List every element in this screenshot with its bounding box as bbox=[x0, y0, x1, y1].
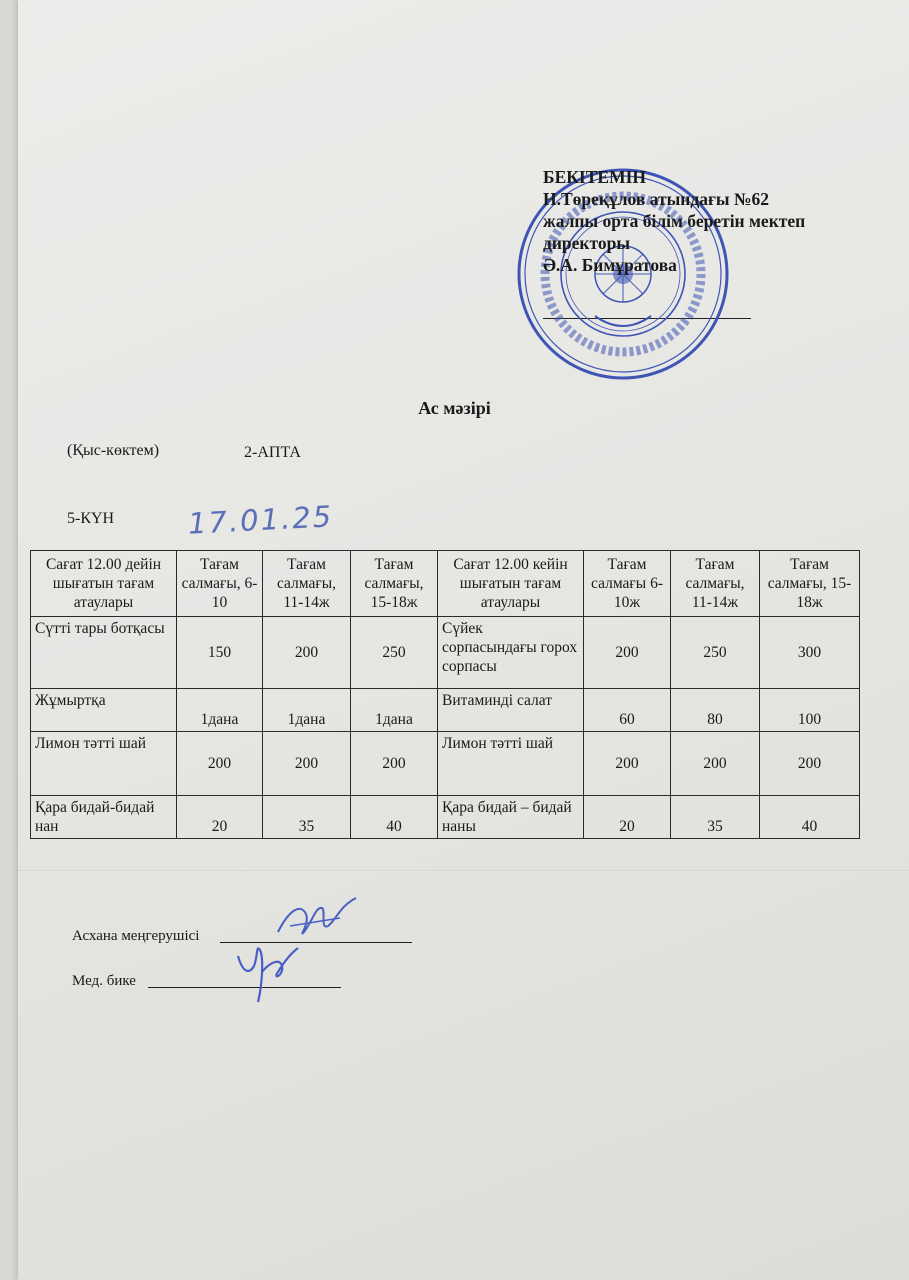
weight-cell: 200 bbox=[671, 732, 760, 796]
approval-school-line: Н.Төреқұлов атындағы №62 bbox=[543, 189, 770, 209]
weight-cell: 20 bbox=[177, 796, 263, 839]
weight-cell: 1дана bbox=[263, 689, 351, 732]
approval-school-type: жалпы орта білім беретін мектеп bbox=[543, 211, 806, 231]
nurse-label: Мед. бике bbox=[72, 973, 136, 989]
dish-after: Лимон тәтті шай bbox=[438, 732, 584, 796]
weight-cell: 40 bbox=[760, 796, 860, 839]
day-label: 5-КҮН bbox=[67, 510, 115, 527]
weight-cell: 200 bbox=[760, 732, 860, 796]
paper-crease bbox=[18, 870, 909, 871]
handwritten-date: 17.01.25 bbox=[187, 499, 334, 541]
dish-after: Қара бидай – бидай наны bbox=[438, 796, 584, 839]
weight-cell: 200 bbox=[177, 732, 263, 796]
header-after-noon-dishes: Сағат 12.00 кейін шығатын тағам атаулары bbox=[438, 551, 584, 617]
weight-cell: 250 bbox=[671, 617, 760, 689]
approval-heading: БЕКІТЕМІН bbox=[543, 167, 647, 187]
menu-table bbox=[30, 550, 860, 839]
table-header-row bbox=[31, 551, 860, 617]
weight-cell: 200 bbox=[584, 732, 671, 796]
dish-before: Жұмыртқа bbox=[31, 689, 177, 732]
week-label: 2-АПТА bbox=[244, 444, 301, 461]
weight-cell: 1дана bbox=[351, 689, 438, 732]
table-row bbox=[31, 689, 860, 732]
header-weight-6-10-after: Тағам салмағы 6-10ж bbox=[584, 551, 671, 617]
weight-cell: 1дана bbox=[177, 689, 263, 732]
weight-cell: 60 bbox=[584, 689, 671, 732]
dish-after: Сүйек сорпасындағы горох сорпасы bbox=[438, 617, 584, 689]
table-row bbox=[31, 796, 860, 839]
weight-cell: 200 bbox=[351, 732, 438, 796]
weight-cell: 35 bbox=[263, 796, 351, 839]
header-weight-6-10: Тағам салмағы, 6-10 bbox=[177, 551, 263, 617]
header-weight-11-14-after: Тағам салмағы, 11-14ж bbox=[671, 551, 760, 617]
weight-cell: 200 bbox=[263, 732, 351, 796]
approval-director-name: Ә.А. Бимұратова bbox=[543, 255, 677, 275]
weight-cell: 80 bbox=[671, 689, 760, 732]
weight-cell: 100 bbox=[760, 689, 860, 732]
header-weight-11-14: Тағам салмағы, 11-14ж bbox=[263, 551, 351, 617]
weight-cell: 35 bbox=[671, 796, 760, 839]
weight-cell: 300 bbox=[760, 617, 860, 689]
weight-cell: 40 bbox=[351, 796, 438, 839]
weight-cell: 200 bbox=[584, 617, 671, 689]
approval-position: директоры bbox=[543, 233, 631, 253]
page-title: Ас мәзірі bbox=[418, 398, 491, 418]
kitchen-head-label: Асхана меңгерушісі bbox=[72, 928, 200, 944]
weight-cell: 20 bbox=[584, 796, 671, 839]
header-weight-15-18: Тағам салмағы, 15-18ж bbox=[351, 551, 438, 617]
dish-after: Витаминді салат bbox=[438, 689, 584, 732]
season-label: (Қыс-көктем) bbox=[67, 442, 160, 459]
nurse-signature bbox=[232, 936, 302, 1008]
weight-cell: 150 bbox=[177, 617, 263, 689]
table-row bbox=[31, 732, 860, 796]
dish-before: Қара бидай-бидай нан bbox=[31, 796, 177, 839]
weight-cell: 200 bbox=[263, 617, 351, 689]
approval-block bbox=[543, 166, 893, 276]
header-weight-15-18-after: Тағам салмағы, 15-18ж bbox=[760, 551, 860, 617]
weight-cell: 250 bbox=[351, 617, 438, 689]
dish-before: Сүтті тары ботқасы bbox=[31, 617, 177, 689]
dish-before: Лимон тәтті шай bbox=[31, 732, 177, 796]
header-before-noon-dishes: Сағат 12.00 дейін шығатын тағам атаулары bbox=[31, 551, 177, 617]
table-row bbox=[31, 617, 860, 689]
